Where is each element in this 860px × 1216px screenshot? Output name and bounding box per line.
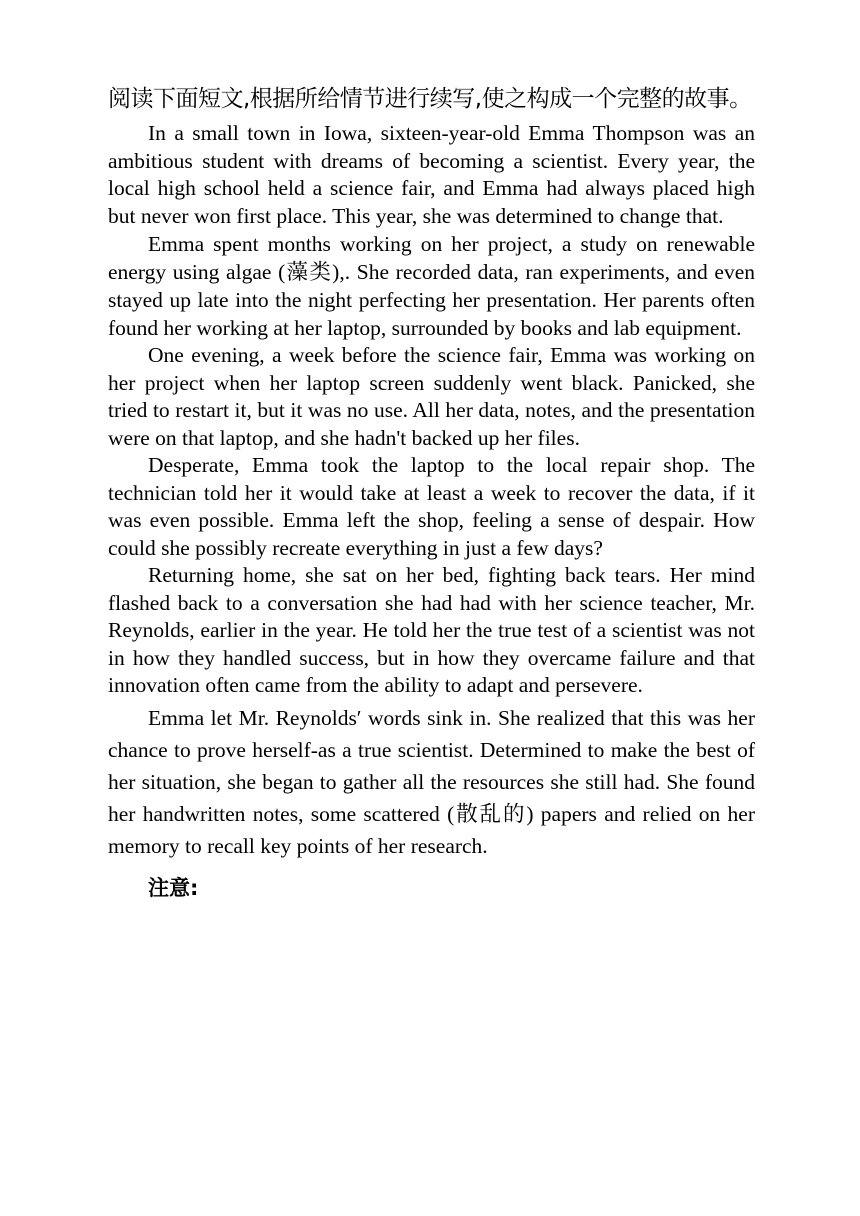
paragraph-5: Returning home, she sat on her bed, fighting back tears. Her mind flashed back to a conversation she had had with her science teacher, Mr. Reynolds, earlier in the year. He told her the true test of a scientist was not in how they handled success, but in how they overcame failure and that innovation often came from the ability to adapt and persevere. [108,563,755,697]
paragraph-2: Emma spent months working on her project, a study on renewable energy using algae (藻类),. She recorded data, ran experiments, and even stayed up late into the night perfecting her presentation. Her parents often found her working at her laptop, surrounded by books and lab equipment. [108,232,755,340]
paragraph-4: Desperate, Emma took the laptop to the local repair shop. The technician told her it would take at least a week to recover the data, if it was even possible. Emma left the shop, feeling a sense of despair. How could she possibly recreate everything in just a few days? [108,453,755,560]
paragraph-3: One evening, a week before the science fair, Emma was working on her project when her laptop screen suddenly went black. Panicked, she tried to restart it, but it was no use. All her data, notes, and the presentation were on that laptop, and she hadn't backed up her files. [108,343,755,450]
note-label: 注意: [148,875,199,900]
document-page [108,78,755,902]
paragraph-6: Emma let Mr. Reynolds′ words sink in. She realized that this was her chance to prove herself-as a true scientist. Determined to make the best of her situation, she began to gather all the resources she still had. She found her handwritten notes, some scattered (散乱的) papers and relied on her memory to recall key points of her research. [108,705,755,858]
paragraph-1: In a small town in Iowa, sixteen-year-old Emma Thompson was an ambitious student with dreams of becoming a scientist. Every year, the local high school held a science fair, and Emma had always placed high but never won first place. This year, she was determined to change that. [108,121,755,228]
instruction-text: 阅读下面短文,根据所给情节进行续写,使之构成一个完整的故事。 [108,86,752,112]
